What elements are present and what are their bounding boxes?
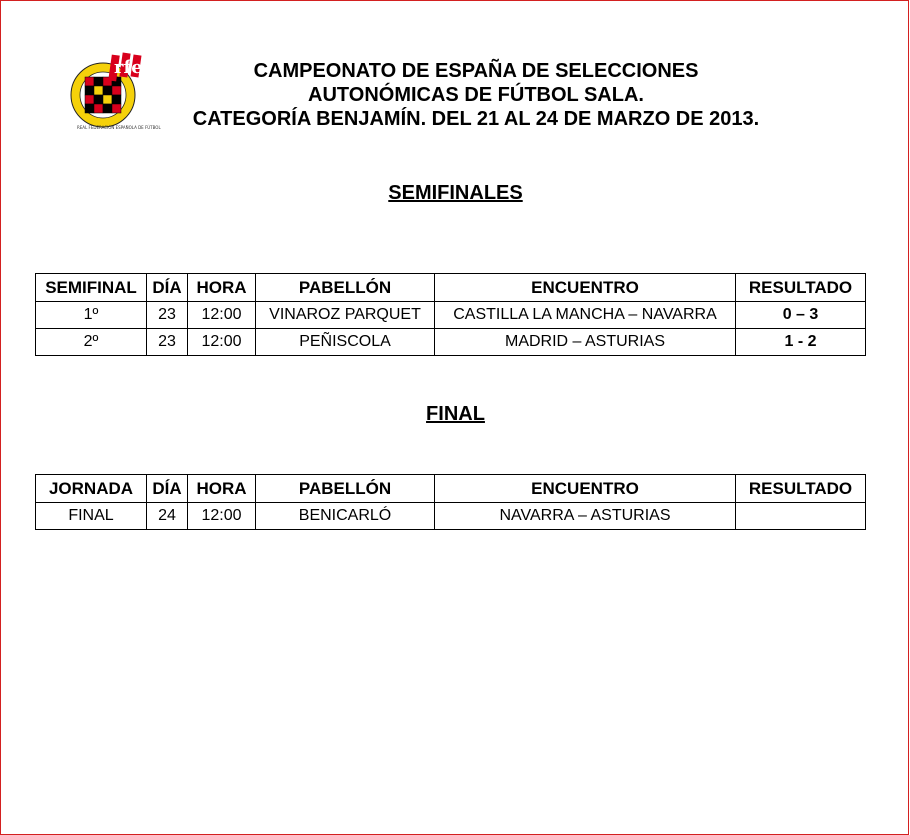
header-line-3: CATEGORÍA BENJAMÍN. DEL 21 AL 24 DE MARZO DE 2013.	[192, 108, 760, 130]
table-row	[36, 329, 866, 356]
table-cell: FINAL	[36, 503, 147, 530]
table-cell: 23	[147, 329, 188, 356]
column-header: DÍA	[147, 274, 188, 302]
column-header: RESULTADO	[736, 274, 866, 302]
rfef-crest-icon	[63, 47, 161, 137]
column-header: RESULTADO	[736, 475, 866, 503]
rfef-crest-graphic	[63, 47, 161, 137]
table-header-row	[36, 475, 866, 503]
table-cell: VINAROZ PARQUET	[256, 302, 435, 329]
table-cell: 1º	[36, 302, 147, 329]
table-cell: 12:00	[188, 302, 256, 329]
crest-letters: rfef	[114, 57, 151, 78]
column-header: DÍA	[147, 475, 188, 503]
final-title: FINAL	[426, 403, 485, 425]
column-header: HORA	[188, 475, 256, 503]
header-line-2: AUTONÓMICAS DE FÚTBOL SALA.	[308, 84, 644, 106]
table-cell: CASTILLA LA MANCHA – NAVARRA	[435, 302, 736, 329]
result-cell: 1 - 2	[736, 329, 866, 356]
table-cell: NAVARRA – ASTURIAS	[435, 503, 736, 530]
table-cell: 24	[147, 503, 188, 530]
column-header: HORA	[188, 274, 256, 302]
column-header: SEMIFINAL	[36, 274, 147, 302]
table-cell: 23	[147, 302, 188, 329]
table-cell: BENICARLÓ	[256, 503, 435, 530]
table-header-row	[36, 274, 866, 302]
table-cell: 2º	[36, 329, 147, 356]
column-header: PABELLÓN	[256, 274, 435, 302]
result-cell	[736, 503, 866, 530]
table-row	[36, 503, 866, 530]
result-cell: 0 – 3	[736, 302, 866, 329]
table-cell: 12:00	[188, 503, 256, 530]
table-cell: 12:00	[188, 329, 256, 356]
table-cell: MADRID – ASTURIAS	[435, 329, 736, 356]
document-header	[151, 59, 801, 131]
column-header: JORNADA	[36, 475, 147, 503]
column-header: ENCUENTRO	[435, 475, 736, 503]
semifinales-title: SEMIFINALES	[388, 182, 523, 204]
header-line-1: CAMPEONATO DE ESPAÑA DE SELECCIONES	[253, 60, 699, 82]
crest-ring-text: REAL FEDERACIÓN ESPAÑOLA DE FÚTBOL	[77, 125, 161, 130]
table-row	[36, 302, 866, 329]
column-header: PABELLÓN	[256, 475, 435, 503]
semifinales-table	[35, 273, 866, 356]
column-header: ENCUENTRO	[435, 274, 736, 302]
final-table	[35, 474, 866, 530]
table-cell: PEÑISCOLA	[256, 329, 435, 356]
